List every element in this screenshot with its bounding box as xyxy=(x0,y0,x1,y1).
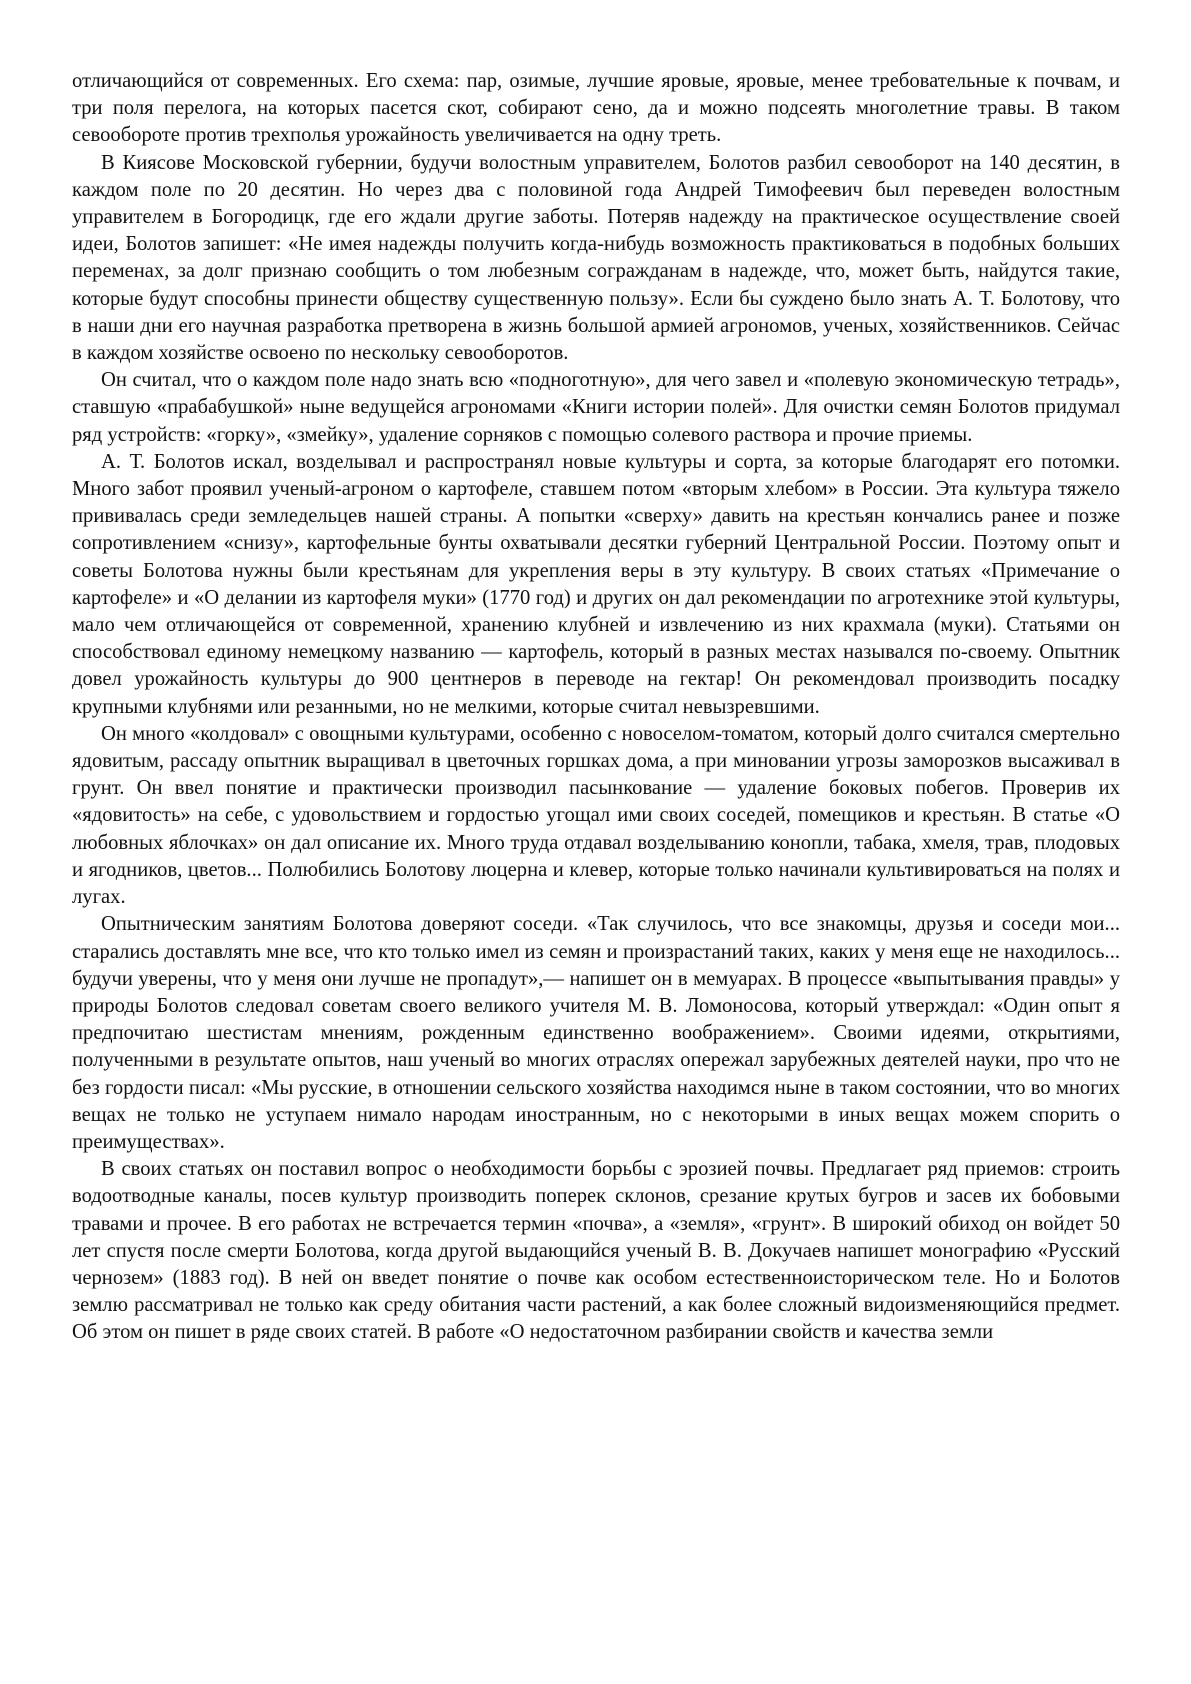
paragraph-continuation: отличающийся от современных. Его схема: пар, озимые, лучшие яровые, яровые, менее требовательные к почвам, и три поля перелога, на которых пасется скот, собирают сено, да и можно подсеять многолетние травы. В таком севообороте против трехполья урожайность увеличивается на одну треть. xyxy=(72,70,1120,147)
paragraph-potato: А. Т. Болотов искал, возделывал и распространял новые культуры и сорта, за которые благодарят его потомки. Много забот проявил ученый-агроном о картофеле, ставшем потом «вторым хлебом» в России. Эта культура тяжело прививалась среди земледельцев нашей страны. А попытки «сверху» давить на крестьян кончались ранее и позже сопротивлением «снизу», картофельные бунты охватывали десятки губерний Центральной России. Поэтому опыт и советы Болотова нужны были крестьянам для укрепления веры в эту культуру. В своих статьях «Примечание о картофеле» и «О делании из картофеля муки» (1770 год) и других он дал рекомендации по агротехнике этой культуры, мало чем отличающейся от современной, хранению клубней и извлечению из них крахмала (муки). Статьями он способствовал единому немецкому названию — картофель, который в разных местах назывался по-своему. Опытник довел урожайность культуры до 900 центнеров в переводе на гектар! Он рекомендовал производить посадку крупными клубнями или резанными, но не мелкими, которые считал невызревшими. xyxy=(72,450,1120,718)
paragraph-field-notebook: Он считал, что о каждом поле надо знать всю «подноготную», для чего завел и «полевую экономическую тетрадь», ставшую «прабабушкой» ныне ведущейся агрономами «Книги истории полей». Для очистки семян Болотов придумал ряд устройств: «горку», «змейку», удаление сорняков с помощью солевого раствора и прочие приемы. xyxy=(72,369,1120,446)
paragraph-tomato: Он много «колдовал» с овощными культурами, особенно с новоселом-томатом, который долго считался смертельно ядовитым, рассаду опытник выращивал в цветочных горшках дома, а при миновании угрозы заморозков высаживал в грунт. Он ввел понятие и практически производил пасынкование — удаление боковых побегов. Проверив их «ядовитость» на себе, с удовольствием и гордостью угощал ими своих соседей, помещиков и крестьян. В статье «О любовных яблочках» он дал описание их. Много труда отдавал возделыванию конопли, табака, хмеля, трав, плодовых и ягодников, цветов... Полюбились Болотову люцерна и клевер, которые только начинали культивироваться на полях и лугах. xyxy=(72,722,1120,909)
paragraph-soil-erosion: В своих статьях он поставил вопрос о необходимости борьбы с эрозией почвы. Предлагает ряд приемов: строить водоотводные каналы, посев культур производить поперек склонов, срезание крутых бугров и засев их бобовыми травами и прочее. В его работах не встречается термин «почва», а «земля», «грунт». В широкий обиход он войдет 50 лет спустя после смерти Болотова, когда другой выдающийся ученый В. В. Докучаев напишет монографию «Русский чернозем» (1883 год). В ней он введет понятие о почве как особом естественноисторическом теле. Но и Болотов землю рассматривал не только как среду обитания части растений, а как более сложный видоизменяющийся предмет. Об этом он пишет в ряде своих статей. В работе «О недостаточном разбирании свойств и качества земли xyxy=(72,1158,1120,1344)
paragraph-crop-rotation: В Киясове Московской губернии, будучи волостным управителем, Болотов разбил севооборот на 140 десятин, в каждом поле по 20 десятин. Но через два с половиной года Андрей Тимофеевич был переведен волостным управителем в Богородицк, где его ждали другие заботы. Потеряв надежду на практическое осуществление своей идеи, Болотов запишет: «Не имея надежды получить когда-нибудь возможность практиковаться в подобных больших переменах, за долг признаю сообщить о том любезным согражданам в надежде, что, может быть, найдутся такие, которые будут способны принести обществу существенную пользу». Если бы суждено было знать А. Т. Болотову, что в наши дни его научная разработка претворена в жизнь большой армией агрономов, ученых, хозяйственников. Сейчас в каждом хозяйстве освоено по нескольку севооборотов. xyxy=(72,151,1120,365)
paragraph-neighbors: Опытническим занятиям Болотова доверяют соседи. «Так случилось, что все знакомцы, друзья и соседи мои... старались доставлять мне все, что кто только имел из семян и произрастаний таких, каких у меня еще не находилось... будучи уверены, что у меня они лучше не пропадут»,— напишет он в мемуарах. В процессе «выпытывания правды» у природы Болотов следовал советам своего великого учителя М. В. Ломоносова, который утверждал: «Один опыт я предпочитаю шестистам мнениям, рожденным единственно воображением». Своими идеями, открытиями, полученными в результате опытов, наш ученый во многих отраслях опережал зарубежных деятелей науки, про что не без гордости писал: «Мы русские, в отношении сельского хозяйства находимся ныне в таком состоянии, что во многих вещах не только не уступаем нимало народам иностранным, но с некоторыми в иных вещах можем спорить о преимуществах». xyxy=(72,913,1120,1153)
document-page xyxy=(72,68,1120,1347)
